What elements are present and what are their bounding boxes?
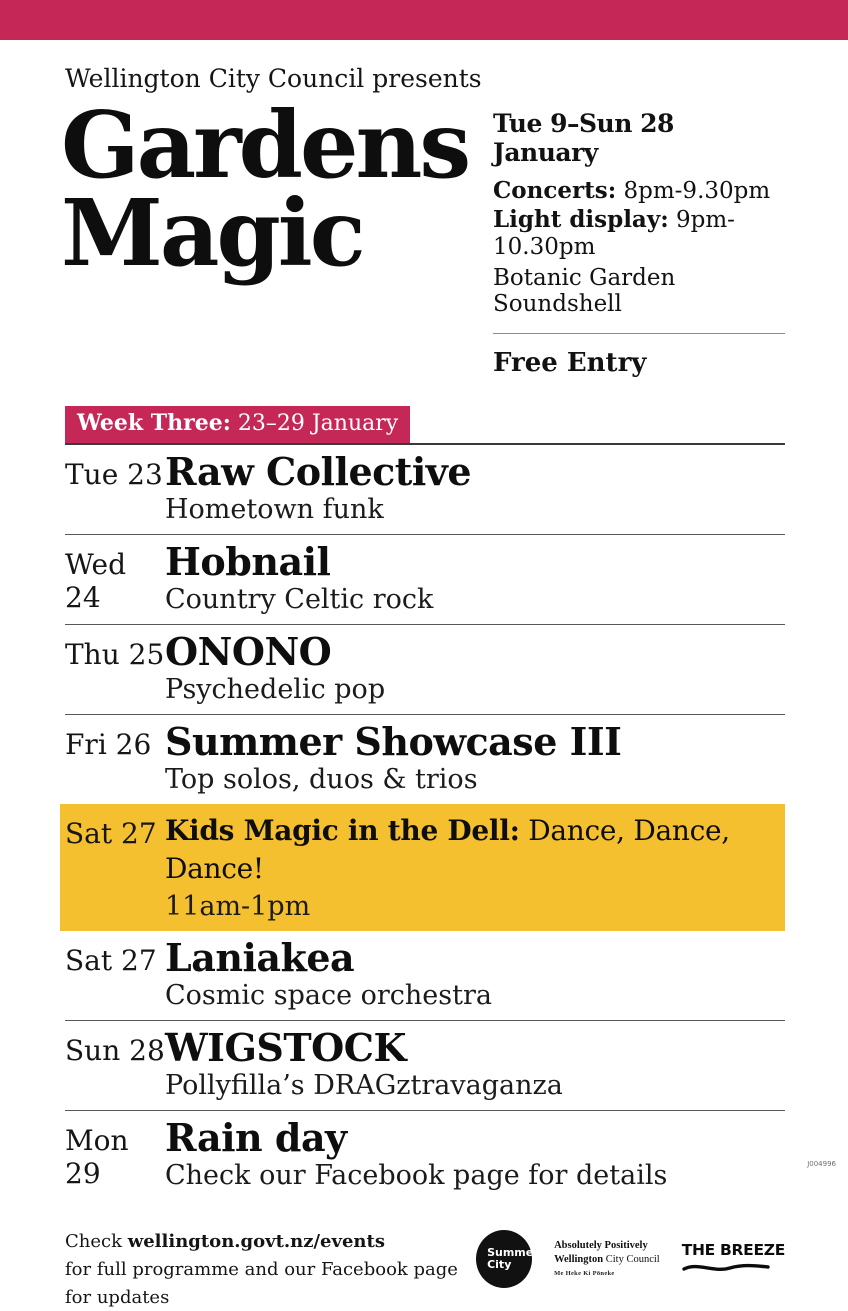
event-day: Wed 24 xyxy=(65,547,126,614)
poster-header xyxy=(61,91,785,378)
event-day: Sun 28 xyxy=(65,1033,165,1067)
poster-title-line1: Gardens xyxy=(61,91,469,199)
poster-title xyxy=(61,91,469,378)
footer-updates-line: for full programme and our Facebook page for updates xyxy=(65,1258,458,1308)
event-row xyxy=(65,625,785,715)
wellington-city-council-logo: Absolutely Positively Wellington City Council Me Heke Ki Pōneke xyxy=(554,1239,660,1278)
event-row xyxy=(65,445,785,535)
event-day: Mon 29 xyxy=(65,1123,129,1190)
event-subtitle: Check our Facebook page for details xyxy=(165,1159,668,1191)
event-title: Kids Magic in the Dell: Dance, Dance, Dance! xyxy=(165,813,730,885)
poster-content xyxy=(0,64,848,1311)
footer-check-line: Check wellington.govt.nz/events xyxy=(65,1230,385,1252)
summer-city-logo: Summer City xyxy=(476,1230,532,1288)
event-subtitle: Psychedelic pop xyxy=(165,673,386,705)
footer-text xyxy=(65,1228,476,1311)
event-subtitle: Pollyfilla’s DRAGztravaganza xyxy=(165,1069,563,1101)
event-row xyxy=(65,931,785,1021)
event-title: WIGSTOCK xyxy=(165,1024,406,1070)
event-subtitle: 11am-1pm xyxy=(165,890,311,922)
event-title: Laniakea xyxy=(165,934,355,980)
breeze-wave-icon xyxy=(682,1260,770,1275)
events-url: wellington.govt.nz/events xyxy=(127,1230,385,1252)
free-entry: Free Entry xyxy=(493,347,647,378)
event-dates: Tue 9–Sun 28 January xyxy=(493,109,674,167)
light-display-time: Light display: 9pm-10.30pm xyxy=(493,205,735,261)
poster-footer xyxy=(65,1228,785,1311)
event-title: Rain day xyxy=(165,1114,347,1160)
event-subtitle: Hometown funk xyxy=(165,493,384,525)
event-row xyxy=(65,715,785,804)
event-row xyxy=(60,804,785,931)
event-day: Fri 26 xyxy=(65,727,152,761)
event-row xyxy=(65,1111,785,1200)
week-badge: Week Three: 23–29 January xyxy=(65,406,410,443)
event-title: Raw Collective xyxy=(165,448,472,494)
week-badge-row xyxy=(65,406,785,445)
event-row xyxy=(65,1021,785,1111)
event-day: Tue 23 xyxy=(65,457,163,491)
presenter-line: Wellington City Council presents xyxy=(65,64,482,93)
poster-title-line2: Magic xyxy=(61,179,363,288)
event-day: Thu 25 xyxy=(65,637,165,671)
event-row xyxy=(65,535,785,625)
event-title: ONONO xyxy=(165,628,332,674)
the-breeze-logo: THE BREEZE xyxy=(682,1243,785,1276)
events-list xyxy=(65,445,785,1200)
event-title: Summer Showcase III xyxy=(165,718,622,764)
sponsor-logos xyxy=(476,1230,785,1288)
event-subtitle: Top solos, duos & trios xyxy=(165,763,478,795)
info-divider xyxy=(493,333,785,334)
event-subtitle: Country Celtic rock xyxy=(165,583,434,615)
event-info-panel xyxy=(493,109,785,378)
event-title: Hobnail xyxy=(165,538,331,584)
event-day: Sat 27 xyxy=(65,816,157,850)
event-day: Sat 27 xyxy=(65,943,157,977)
event-subtitle: Cosmic space orchestra xyxy=(165,979,492,1011)
print-job-code: J004996 xyxy=(807,1160,836,1168)
concerts-time: Concerts: 8pm-9.30pm xyxy=(493,177,771,204)
venue: Botanic Garden Soundshell xyxy=(493,264,676,317)
top-color-bar xyxy=(0,0,848,40)
